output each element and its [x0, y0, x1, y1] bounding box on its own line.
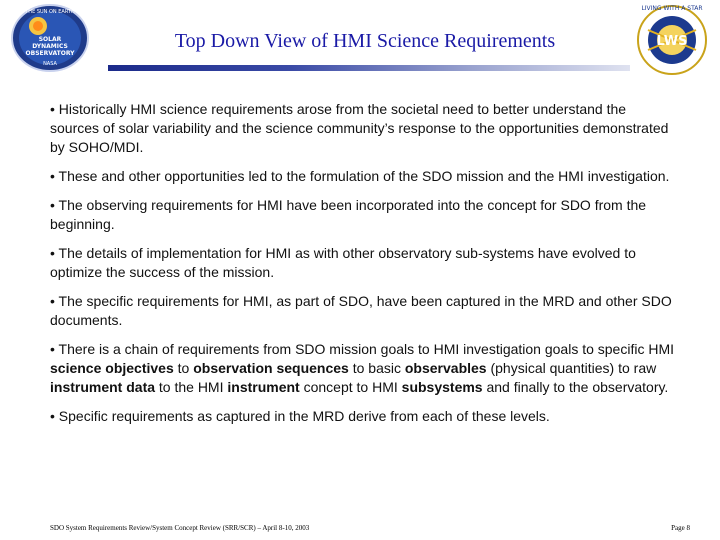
bullet-text: • There is a chain of requirements from SDO mission goals to HMI investigation goals to specific HMI [50, 341, 675, 357]
title-rule [108, 65, 630, 71]
bullet-text: • The observing requirements for HMI have been incorporated into the concept for SDO from the beginning. [50, 197, 647, 232]
bullet-text: • The specific requirements for HMI, as part of SDO, have been captured in the MRD and other SDO documents. [50, 293, 672, 328]
lws-logo-top-text: LIVING WITH A STAR [641, 5, 703, 12]
sdo-logo-top-text: THE SUN ON EARTH [25, 9, 75, 15]
sdo-logo-observatory: OBSERVATORY [25, 50, 75, 57]
lws-logo [628, 0, 716, 78]
lws-logo-text: LWS [656, 34, 688, 49]
bullet-text: and finally to the observatory. [482, 379, 669, 395]
sdo-logo-dynamics: DYNAMICS [32, 43, 68, 50]
bullet-item [50, 244, 675, 282]
bullet-text: • The details of implementation for HMI as with other observatory sub-systems have evolved to optimize the success of the mission. [50, 245, 636, 280]
bold-term: instrument data [50, 379, 156, 395]
bullet-text: to [173, 360, 194, 376]
bullet-text: • Historically HMI science requirements arose from the societal need to better understand the sources of solar variability and the science community’s response to the opportunities demonstrated by SOHO/MDI. [50, 101, 669, 155]
bold-term: science objectives [50, 360, 174, 376]
bullet-item [50, 167, 675, 186]
bullet-text: • These and other opportunities led to the formulation of the SDO mission and the HMI investigation. [50, 168, 670, 184]
bold-term: observation sequences [193, 360, 349, 376]
slide-title: Top Down View of HMI Science Requirements [174, 30, 556, 52]
bullet-list [50, 100, 675, 436]
sdo-logo-solar: SOLAR [38, 36, 62, 43]
bold-term: subsystems [401, 379, 483, 395]
bullet-text: to the HMI [155, 379, 228, 395]
sdo-logo-nasa: NASA [43, 61, 57, 67]
bullet-text: • Specific requirements as captured in the MRD derive from each of these levels. [50, 408, 550, 424]
footer-left: SDO System Requirements Review/System Concept Review (SRR/SCR) – April 8-10, 2003 [50, 524, 310, 532]
bold-term: instrument [227, 379, 300, 395]
page-number: Page 8 [671, 524, 690, 532]
bullet-item [50, 196, 675, 234]
bold-term: observables [404, 360, 487, 376]
bullet-item [50, 292, 675, 330]
bullet-item [50, 340, 675, 397]
bullet-item [50, 100, 675, 157]
bullet-text: to basic [348, 360, 405, 376]
bullet-text: (physical quantities) to raw [486, 360, 657, 376]
sdo-logo [8, 2, 92, 74]
bullet-text: concept to HMI [299, 379, 402, 395]
bullet-item [50, 407, 675, 426]
